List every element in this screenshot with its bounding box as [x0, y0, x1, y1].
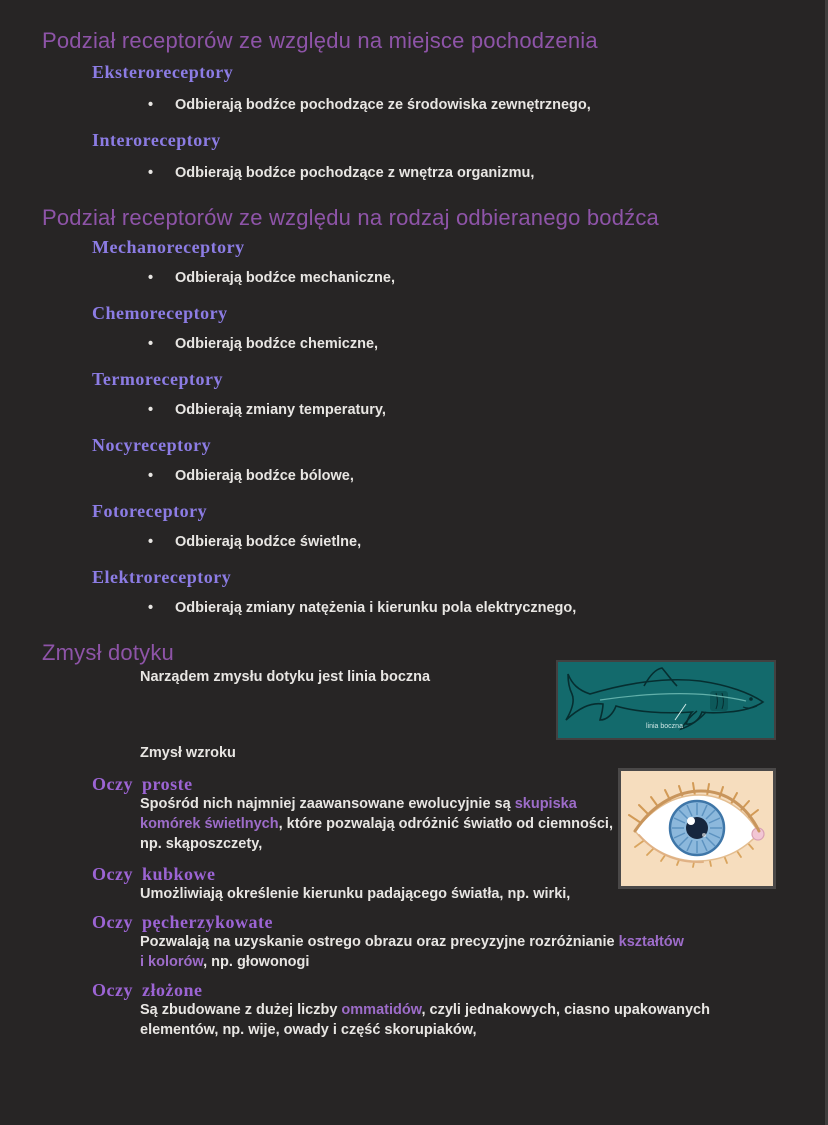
bullet-icon: [148, 269, 175, 287]
highlighted-text: ommatidów: [341, 1002, 422, 1018]
bullet-icon: [148, 533, 175, 551]
eye-illustration: [621, 771, 773, 886]
highlighted-text: i kolorów: [140, 954, 204, 970]
bullet-icon: [148, 467, 175, 485]
highlighted-text: komórek świetlnych: [140, 816, 279, 832]
text-run: Umożliwiają określenie kierunku padającego światła, np. wirki,: [140, 886, 571, 902]
bullet-icon: [148, 599, 175, 617]
heading-touch: Zmysł dotyku: [42, 640, 174, 665]
bullet-chemoreceptory: [148, 335, 825, 353]
text-line: [140, 1000, 825, 1020]
term-oczy-zlozone: Oczy złożone: [92, 980, 203, 1000]
bullet-mechanoreceptory: [148, 269, 825, 287]
term-interoreceptory: Interoreceptory: [92, 130, 221, 150]
heading-stimulus: Podział receptorów ze względu na rodzaj odbieranego bodźca: [42, 205, 659, 230]
bullet-termoreceptory: [148, 401, 825, 419]
bullet-text: Odbierają bodźce świetlne,: [175, 534, 362, 550]
bullet-fotoreceptory: [148, 533, 825, 551]
text-run: , czyli jednakowych, ciasno upakowanych: [421, 1002, 710, 1018]
text-run: Spośród nich najmniej zaawansowane ewolucyjnie są: [140, 796, 515, 812]
vision-intro: Zmysł wzroku: [140, 745, 236, 761]
text-run: Są zbudowane z dużej liczby: [140, 1002, 342, 1018]
text-run: np. skąposzczety,: [140, 836, 263, 852]
term-oczy-kubkowe: Oczy kubkowe: [92, 864, 216, 884]
text-run: , które pozwalają odróżnić światło od ciemności,: [278, 816, 613, 832]
text-run: elementów, np. wije, owady i część skorupiaków,: [140, 1022, 477, 1038]
shark-image-label: linia boczna: [646, 723, 683, 730]
term-termoreceptory: Termoreceptory: [92, 369, 223, 389]
bullet-icon: [148, 401, 175, 419]
shark-illustration: [558, 662, 774, 738]
highlighted-text: skupiska: [514, 796, 577, 812]
bullet-elektroreceptory: [148, 599, 825, 617]
term-mechanoreceptory: Mechanoreceptory: [92, 237, 245, 257]
shark-eye: [749, 697, 753, 701]
shark-lateral-line-image[interactable]: [556, 660, 776, 740]
human-eye-image[interactable]: [618, 768, 776, 889]
term-chemoreceptory: Chemoreceptory: [92, 303, 228, 323]
term-oczy-pecherzykowate: Oczy pęcherzykowate: [92, 912, 273, 932]
text-line: [140, 952, 825, 972]
term-eksteroreceptory: Eksteroreceptory: [92, 62, 234, 82]
bullet-icon: [148, 96, 175, 114]
shark-gills: [710, 691, 728, 711]
text-line: [140, 1020, 825, 1040]
bullet-text: Odbierają bodźce pochodzące ze środowiska zewnętrznego,: [175, 97, 591, 113]
text-line: [140, 932, 825, 952]
heading-origin: Podział receptorów ze względu na miejsce pochodzenia: [42, 28, 598, 53]
bullet-icon: [148, 164, 175, 182]
touch-description: Narządem zmysłu dotyku jest linia boczna: [140, 669, 431, 685]
text-run: Pozwalają na uzyskanie ostrego obrazu oraz precyzyjne rozróżnianie: [140, 934, 619, 950]
para-oczy-zlozone: [140, 1000, 825, 1040]
bullet-interoreceptory: [148, 164, 825, 182]
bullet-text: Odbierają zmiany natężenia i kierunku pola elektrycznego,: [175, 600, 577, 616]
term-elektroreceptory: Elektroreceptory: [92, 567, 232, 587]
bullet-icon: [148, 335, 175, 353]
iris-group: [670, 801, 724, 855]
bullet-eksteroreceptory: [148, 96, 825, 114]
term-fotoreceptory: Fotoreceptory: [92, 501, 208, 521]
term-oczy-proste: Oczy proste: [92, 774, 193, 794]
highlighted-text: kształtów: [618, 934, 684, 950]
bullet-text: Odbierają bodźce pochodzące z wnętrza organizmu,: [175, 165, 535, 181]
pupil-highlight-small: [702, 833, 706, 837]
bullet-text: Odbierają bodźce chemiczne,: [175, 336, 379, 352]
bullet-text: Odbierają bodźce bólowe,: [175, 468, 354, 484]
term-nocyreceptory: Nocyreceptory: [92, 435, 212, 455]
bullet-text: Odbierają zmiany temperatury,: [175, 402, 386, 418]
para-oczy-pecherzykowate: [140, 932, 825, 972]
text-run: , np. głowonogi: [203, 954, 310, 970]
bullet-nocyreceptory: [148, 467, 825, 485]
pupil-highlight: [687, 817, 695, 825]
bullet-text: Odbierają bodźce mechaniczne,: [175, 270, 395, 286]
